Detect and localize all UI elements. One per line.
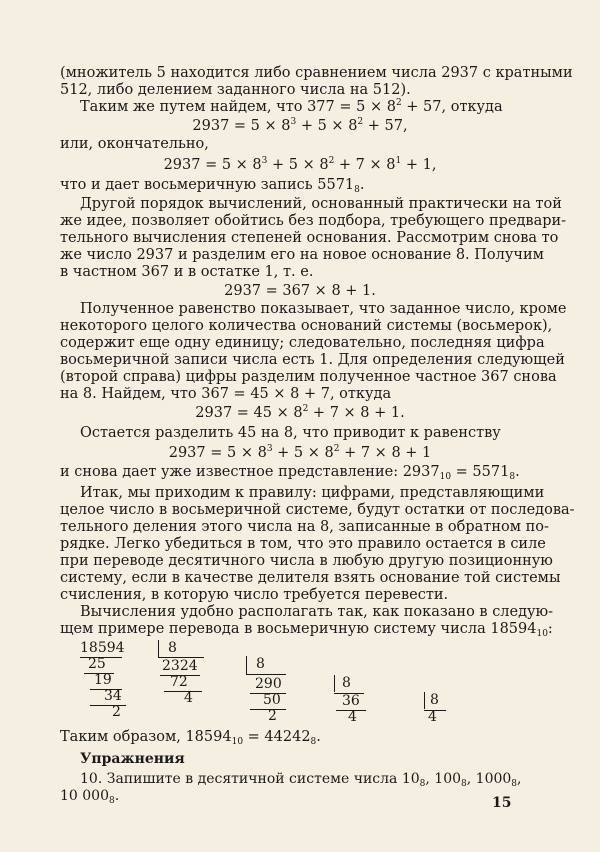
division-number: 2 (112, 704, 121, 720)
text-p5c: . (515, 464, 520, 480)
division-rule (246, 674, 286, 675)
division-number: 2 (268, 708, 277, 724)
text-p6l4: рядке. Легко убедиться в том, что это правило остается в силе (60, 536, 546, 552)
eq2d: + 1, (401, 157, 437, 173)
division-bracket (158, 640, 159, 657)
text-l3b: + 57, откуда (401, 99, 503, 115)
eq1b: + 5 × 8 (296, 118, 358, 134)
division-ladder (0, 640, 600, 725)
eq1a: 2937 = 5 × 8 (192, 118, 291, 134)
ex1c: , 1000 (466, 771, 512, 787)
text-p6l2: целое число в восьмеричной системе, будут остатки от последова- (60, 502, 575, 518)
text-p3l3: содержит еще одну единицу; следовательно, последняя цифра (60, 335, 545, 351)
text-p6l7: счисления, в которую число требуется перевести. (60, 587, 449, 603)
subscript: 10 (231, 737, 244, 747)
text-p5a: и снова дает уже известное представление: 2937 (60, 464, 440, 480)
text-p8a: Таким образом, 18594 (60, 729, 232, 745)
subscript: 10 (439, 472, 452, 482)
eq3: 2937 = 367 × 8 + 1. (224, 283, 376, 299)
division-rule (164, 691, 202, 692)
division-number: 4 (184, 690, 193, 706)
subscript: 8 (109, 796, 115, 806)
division-number: 50 (263, 692, 281, 708)
text-p2l3: тельного вычисления степеней основания. Рассмотрим снова то (60, 230, 559, 246)
eq4a: 2937 = 45 × 8 (195, 405, 303, 421)
text-p8c: . (316, 729, 321, 745)
text-p4l1: Остается разделить 45 на 8, что приводит к равенству (80, 425, 501, 441)
text-l5a: что и дает восьмеричную запись 5571 (60, 177, 355, 193)
text-p5b: = 5571 (451, 464, 510, 480)
subscript: 10 (536, 629, 548, 639)
text-l5b: . (359, 177, 365, 193)
exponent: 3 (266, 444, 273, 454)
division-number: 34 (104, 688, 122, 704)
exponent: 2 (395, 98, 402, 108)
text-p2l5: в частном 367 и в остатке 1, т. е. (60, 264, 314, 280)
text-p6l3: тельного деления этого числа на 8, записанные в обратном по- (60, 519, 549, 535)
text-p7l2b: : (547, 621, 553, 637)
exponent: 3 (261, 156, 268, 166)
division-number: 8 (168, 640, 177, 656)
text-p6l1: Итак, мы приходим к правилу: цифрами, представляющими (80, 485, 545, 501)
subscript: 8 (461, 779, 467, 789)
ex1d: , (517, 771, 522, 787)
division-number: 36 (342, 693, 360, 709)
text-l1: (множитель 5 находится либо сравнением числа 2937 с кратными (60, 65, 573, 81)
text-p7l2a: щем примере перевода в восьмеричную систему числа 18594 (60, 621, 537, 637)
text-p7l1: Вычисления удобно располагать так, как показано в следую- (80, 604, 554, 620)
exponent: 2 (328, 156, 335, 166)
eq2a: 2937 = 5 × 8 (163, 157, 262, 173)
subscript: 8 (511, 779, 518, 789)
division-number: 18594 (80, 640, 125, 656)
division-number: 2324 (162, 658, 198, 674)
text-p2l4: же число 2937 и разделим его на новое основание 8. Получим (60, 247, 544, 263)
eq5b: + 5 × 8 (272, 445, 334, 461)
text-p2l1: Другой порядок вычислений, основанный практически на той (80, 196, 562, 212)
eq4b: + 7 × 8 + 1. (308, 405, 405, 421)
text-l2: 512, либо делением заданного числа на 512). (60, 82, 411, 98)
text-p8b: = 44242 (243, 729, 311, 745)
exponent: 2 (302, 404, 309, 414)
text-p8 (60, 728, 321, 746)
exponent: 2 (357, 117, 364, 127)
heading-exercises: Упражнения (80, 751, 185, 767)
subscript: 8 (509, 472, 516, 482)
ex1b: , 100 (425, 771, 462, 787)
text-p3l4: восьмеричной записи числа есть 1. Для определения следующей (60, 352, 565, 368)
exponent: 3 (290, 117, 297, 127)
text-l3a: Таким же путем найдем, что 377 = 5 × 8 (80, 99, 396, 115)
text-p3l1: Полученное равенство показывает, что заданное число, кроме (80, 301, 567, 317)
division-number: 8 (430, 692, 439, 708)
eq2c: + 7 × 8 (334, 157, 396, 173)
exercise-10 (80, 770, 521, 788)
eq2b: + 5 × 8 (267, 157, 329, 173)
division-number: 8 (256, 656, 265, 672)
division-bracket (334, 675, 335, 692)
text-p6l5: при переводе десятичного числа в любую другую позиционную (60, 553, 553, 569)
eq1c: + 57, (363, 118, 408, 134)
page-number: 15 (492, 795, 512, 811)
subscript: 8 (419, 779, 426, 789)
exponent: 1 (395, 156, 402, 166)
division-number: 25 (88, 656, 106, 672)
ex2a: 10 000 (60, 788, 109, 804)
ex2b: . (114, 788, 120, 804)
ex1a: 10. Запишите в десятичной системе числа 10 (80, 771, 420, 787)
exponent: 2 (333, 444, 340, 454)
text-p3l5: (второй справа) цифры разделим полученное частное 367 снова (60, 369, 557, 385)
division-number: 72 (170, 674, 188, 690)
text-p7l2 (60, 620, 553, 638)
subscript: 8 (354, 185, 360, 195)
eq5a: 2937 = 5 × 8 (168, 445, 267, 461)
text-p3l6: на 8. Найдем, что 367 = 45 × 8 + 7, откуда (60, 386, 392, 402)
exercise-10-cont (60, 787, 119, 805)
text-p2l2: же идее, позволяет обойтись без подбора, требующего предвари- (60, 213, 567, 229)
division-number: 4 (428, 709, 437, 725)
division-bracket (424, 692, 425, 709)
division-number: 8 (342, 675, 351, 691)
text-l4: или, окончательно, (60, 136, 209, 152)
division-number: 290 (255, 676, 282, 692)
subscript: 8 (310, 737, 317, 747)
text-p3l2: некоторого целого количества оснований системы (восьмерок), (60, 318, 553, 334)
text-p6l6: систему, если в качестве делителя взять основание той системы (60, 570, 561, 586)
division-bracket (246, 656, 247, 674)
eq5c: + 7 × 8 + 1 (339, 445, 432, 461)
division-number: 4 (348, 709, 357, 725)
division-number: 19 (94, 672, 112, 688)
